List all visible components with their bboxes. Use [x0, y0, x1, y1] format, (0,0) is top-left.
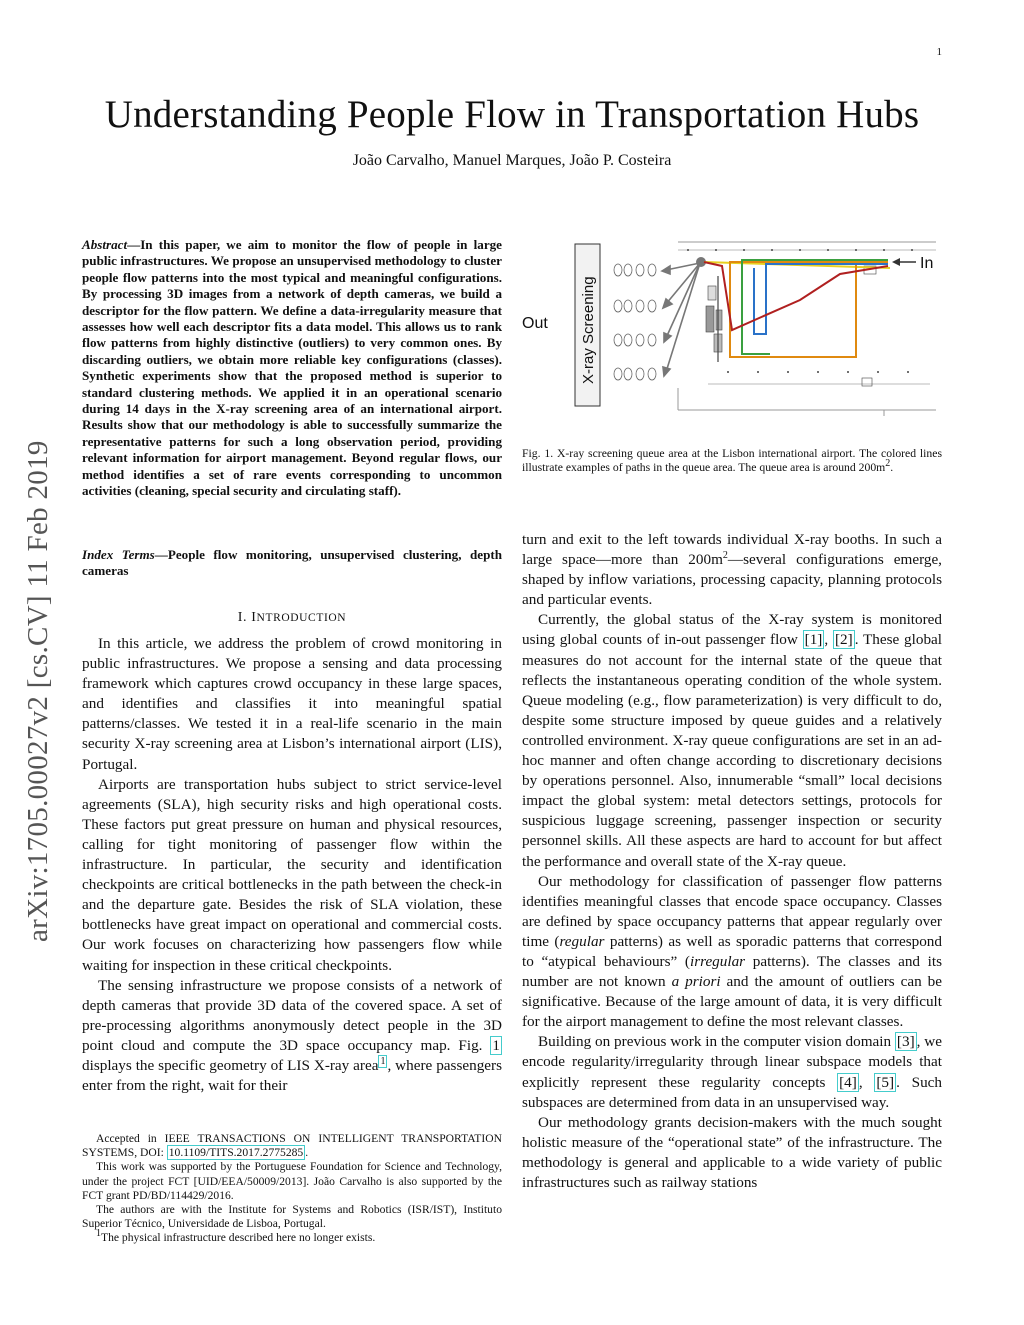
right-p3-c: , — [858, 1073, 875, 1091]
right-p2-regular: regular — [559, 932, 605, 950]
in-label: In — [920, 255, 934, 272]
index-terms — [82, 547, 502, 580]
introduction-body — [82, 634, 502, 1096]
footnote-1-text: The physical infrastructure described here no longer exists. — [101, 1231, 376, 1245]
footnote-accepted — [82, 1132, 502, 1160]
ref-3-link[interactable]: [3] — [896, 1033, 915, 1051]
abstract — [82, 237, 502, 500]
intro-paragraph-1: In this article, we address the problem of crowd monitoring in public infrastructures. We propose a sensing and data processing framework which captures crowd occupancy in these large spaces, and identifies and classifies it into meaningful spatial patterns/classes. We tested it in a real-life scenario in the main security X-ray screening area at Lisbon’s international airport (LIS), Portugal. — [82, 635, 502, 773]
right-paragraph-2 — [522, 872, 942, 1033]
right-paragraph-0 — [522, 530, 942, 610]
abstract-label: Abstract — [82, 237, 128, 252]
xray-machines — [706, 276, 722, 362]
path-blue — [754, 264, 888, 334]
page-number: 1 — [936, 46, 942, 58]
right-p2-a: Our methodology for classification of passenger flow patterns identifies meaningful classes that encode space occupancy. Classes are defined by space occupancy patterns that appear regularly over time ( — [522, 872, 942, 950]
path-red — [704, 262, 888, 330]
ref-4-link[interactable]: [4] — [839, 1073, 857, 1091]
right-p1-c: . These global measures do not account for the internal state of the queue that reflects the instantaneous operating condition of the whole system. Queue modeling (e.g., flow parameterization) is very difficult to do, despite some structure imposed by queue guides and a relatively controlled environment. X-ray queue configurations are set in an ad-hoc manner and often change according to discretionary decisions by operations personnel. Also, innumerable “small” local decisions impact the global system: metal detectors settings, protocols for suspicious luggage screening, passenger inspection or security personnel skills. All these aspects are hard to account for but affect the performance and overall state of the X-ray queue. — [522, 631, 942, 870]
right-column-body — [522, 530, 942, 1193]
right-p2-d: and the amount of outliers can be significative. Because of the large amount of data, it is very difficult for the airport management to define the most relevant classes. — [522, 973, 943, 1031]
right-p3-a: Building on previous work in the computer vision domain — [538, 1033, 895, 1051]
footnote-affiliation: The authors are with the Institute for Systems and Robotics (ISR/IST), Instituto Superior Técnico, Universidade de Lisboa, Portugal. — [82, 1203, 502, 1231]
section-number: I. — [237, 610, 248, 625]
right-paragraph-4: Our methodology grants decision-makers with the much sought holistic measure of the “operational state” of the infrastructure. The methodology is general and applicable to a wide variety of public infrastructures such as railway stations — [522, 1113, 942, 1191]
footnotes — [82, 1132, 502, 1246]
out-label: Out — [522, 315, 548, 332]
doi-link[interactable]: 10.1109/TITS.2017.2775285 — [168, 1146, 304, 1160]
right-p2-b: patterns) as well as sporadic patterns that correspond to “atypical behaviours” ( — [522, 932, 942, 970]
arxiv-stamp — [16, 350, 64, 950]
right-p3-b: , we encode regularity/irregularity through linear subspace models that explicitly represent these regularity concepts — [522, 1033, 942, 1091]
right-p2-irregular: irregular — [689, 952, 746, 970]
index-terms-text: —People flow monitoring, unsupervised clustering, depth cameras — [82, 547, 502, 579]
sign-box-lower — [862, 378, 872, 386]
footnote-1 — [82, 1228, 502, 1245]
caption-sup: 2 — [885, 458, 891, 470]
abstract-text: —In this paper, we aim to monitor the flow of people in large public infrastructures. We propose an unsupervised methodology to cluster people flow patterns into the most typical and meaningful configurations. By processing 3D images from a network of depth cameras, we build a descriptor for the flow pattern. We define a data-irregularity measure that assesses how well each descriptor fits a data model. This allows us to rank flow patterns from highly distinctive (outliers) to very common ones. By discarding outliers, we obtain more reliable key configurations (classes). Synthetic experiments show that the proposed method is superior to standard clustering methods. We applied it in an operational scenario during 14 days in the X-ray screening area of an international airport. Results show that our methodology is able to successfully summarize the representative patterns for such a long observation period, providing relevant information for airport management. Beyond regular flows, our method identifies a set of rare events corresponding to uncommon activities (cleaning, special security and circulating staff). — [82, 237, 502, 499]
ref-2-link[interactable]: [2] — [834, 631, 853, 649]
section-initial: I — [251, 610, 257, 625]
ref-1-link[interactable]: [1] — [804, 631, 823, 649]
exit-arrows — [662, 263, 700, 376]
caption-label: Fig. 1. — [522, 447, 554, 460]
footnote-support: This work was supported by the Portuguese Foundation for Science and Technology, under the project FCT [UID/EEA/50009/2013]. João Carvalho is also supported by the FCT grant PD/BD/114429/2016. — [82, 1160, 502, 1202]
figure-1-caption — [522, 447, 942, 476]
in-arrow-head — [892, 258, 900, 266]
paper-authors: João Carvalho, Manuel Marques, João P. Costeira — [352, 152, 672, 169]
intro-p3-text-b: displays the specific geometry of LIS X-ray area — [82, 1056, 379, 1074]
right-p2-apriori: a priori — [671, 973, 721, 991]
section-heading-introduction — [82, 610, 502, 626]
index-terms-label: Index Terms — [82, 547, 155, 562]
right-p0-a: turn and exit to the left towards individual X-ray booths. In such a large space—more than 200m — [522, 531, 942, 569]
right-paragraph-1 — [522, 610, 942, 871]
intro-paragraph-2: Airports are transportation hubs subject to strict service-level agreements (SLA), high security risks and high operational costs. These factors put great pressure on human and physical resources, calling for tight monitoring of passenger flow within the infrastructure. In particular, the security and identification checkpoints are critical bottlenecks in the path between the check-in and the departure gate. Besides the risk of SLA violation, these bottlenecks have great impact on operational and commercial costs. Our work focuses on characterizing how passengers flow while waiting for inspection in these critical checkpoints. — [82, 775, 502, 974]
intro-p3-text-a: The sensing infrastructure we propose consists of a network of depth cameras that provide 3D data of the covered space. A set of pre-processing algorithms anonymously detect people in the 3D point cloud and compute the 3D space occupancy map. Fig. — [82, 976, 502, 1054]
ref-5-link[interactable]: [5] — [876, 1073, 895, 1091]
booth-rows — [614, 264, 656, 380]
paper-title: Understanding People Flow in Transportation Hubs — [104, 93, 920, 136]
intro-p3-text-c: , where passengers enter from the right, wait for their — [82, 1056, 502, 1095]
footnote-1-link[interactable]: 1 — [380, 1055, 386, 1067]
footnote-accepted-a: Accepted in IEEE TRANSACTIONS ON INTELLIGENT TRANSPORTATION SYSTEMS, DOI: — [82, 1132, 502, 1160]
xray-label: X-ray Screening — [580, 276, 597, 384]
right-p2-c: patterns). The classes and its number are not known — [522, 952, 942, 991]
right-p3-d: . Such subspaces are determined from data in an unsupervised way. — [522, 1073, 943, 1111]
figure-1-link[interactable]: 1 — [492, 1036, 500, 1054]
caption-text-a: X-ray screening queue area at the Lisbon international airport. The colored lines illustrate examples of paths in the queue area. The queue area is around 200m — [522, 447, 943, 475]
figure-1-diagram — [518, 236, 942, 416]
caption-text-b: . — [890, 461, 894, 475]
intro-paragraph-3 — [82, 976, 502, 1097]
right-p1-b: , — [824, 631, 833, 649]
section-title-rest: NTRODUCTION — [256, 612, 347, 624]
arxiv-id: arXiv:1705.00027v2 [cs.CV] 11 Feb 2019 — [22, 440, 54, 942]
footnote-1-mark: 1 — [96, 1228, 101, 1240]
right-p0-sup: 2 — [722, 550, 728, 562]
right-paragraph-3 — [522, 1032, 942, 1112]
right-p0-b: —several configurations emerge, shaped by inflow variations, processing capacity, planning protocols and particular events. — [522, 551, 942, 609]
footnote-accepted-b: . — [305, 1146, 309, 1160]
right-p1-a: Currently, the global status of the X-ray system is monitored using global counts of in-out passenger flow — [522, 611, 942, 649]
